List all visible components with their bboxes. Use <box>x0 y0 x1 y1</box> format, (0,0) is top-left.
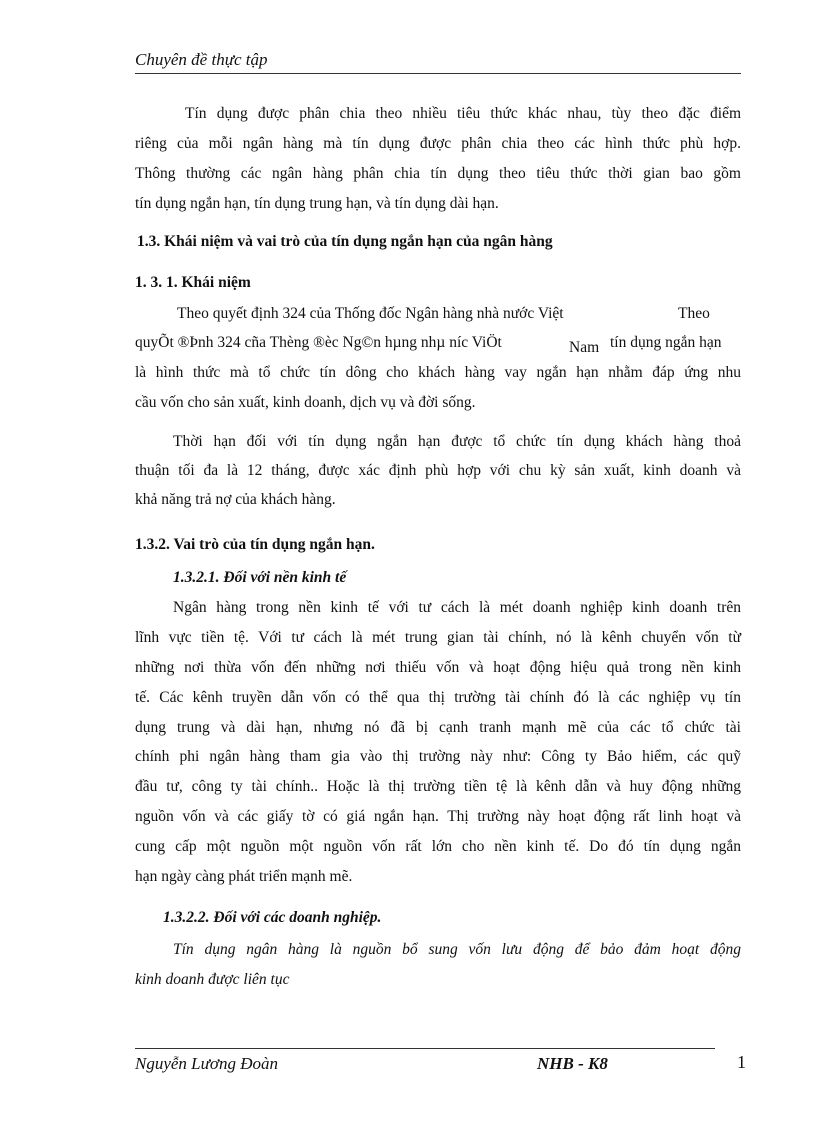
page-header <box>135 49 741 74</box>
heading-1-3: 1.3. Khái niệm và vai trò của tín dụng ngắn hạn của ngân hàng <box>137 233 553 250</box>
paragraph-line: Tín dụng được phân chia theo nhiều tiêu thức khác nhau, tùy theo đặc điểm <box>185 105 741 122</box>
footer-author: Nguyễn Lương Đoàn <box>135 1054 279 1073</box>
paragraph-line: khả năng trả nợ của khách hàng. <box>135 491 336 508</box>
heading-1-3-1: 1. 3. 1. Khái niệm <box>135 274 251 291</box>
heading-1-3-2: 1.3.2. Vai trò của tín dụng ngắn hạn. <box>135 536 375 553</box>
footer-code: NHB - K8 <box>537 1054 608 1073</box>
paragraph-line: nguồn vốn và các giấy tờ có giá ngắn hạn. Thị trường này hoạt động rất linh hoạt và <box>135 808 741 825</box>
paragraph-line: Ngân hàng trong nền kinh tế với tư cách là mét doanh nghiệp kinh doanh trên <box>173 599 741 616</box>
paragraph-line: chính phi ngân hàng tham gia vào thị trường này như: Công ty Bảo hiểm, các quỹ <box>135 748 741 765</box>
paragraph-line-garbled: quyÕt ®Þnh 324 cña Thèng ®èc Ng©n hµng nhµ níc ViÖt <box>135 334 502 351</box>
header-title: Chuyên đề thực tập <box>135 50 268 69</box>
paragraph-line: kinh doanh được liên tục <box>135 971 290 988</box>
paragraph-line: hạn ngày càng phát triển mạnh mẽ. <box>135 868 353 885</box>
paragraph-line: lĩnh vực tiền tệ. Với tư cách là mét trung gian tài chính, nó là kênh chuyển vốn từ <box>135 629 741 646</box>
paragraph-line: Thông thường các ngân hàng phân chia tín dụng theo tiêu thức thời gian bao gồm <box>135 165 741 182</box>
page-number: 1 <box>737 1052 746 1072</box>
paragraph-line: Tín dụng ngân hàng là nguồn bổ sung vốn lưu động để bảo đảm hoạt động <box>173 941 741 958</box>
paragraph-line-fragment: tín dụng ngắn hạn <box>610 334 722 351</box>
heading-1-3-2-1: 1.3.2.1. Đối với nền kinh tế <box>173 569 347 586</box>
heading-1-3-2-2: 1.3.2.2. Đối với các doanh nghiệp. <box>163 909 382 926</box>
paragraph-line: cầu vốn cho sản xuất, kinh doanh, dịch vụ và đời sống. <box>135 394 476 411</box>
paragraph-line: riêng của mỗi ngân hàng mà tín dụng được phân chia theo các hình thức phù hợp. <box>135 135 741 152</box>
paragraph-line: cung cấp một nguồn một nguồn vốn rất lớn cho nền kinh tế. Do đó tín dụng ngắn <box>135 838 741 855</box>
paragraph-line: là hình thức mà tổ chức tín dông cho khách hàng vay ngắn hạn nhằm đáp ứng nhu <box>135 364 741 381</box>
paragraph-line: tế. Các kênh truyền dẫn vốn có thể qua thị trường tài chính đó là các nghiệp vụ tín <box>135 689 741 706</box>
paragraph-line: dụng trung và dài hạn, nhưng nó đã bị cạnh tranh mạnh mẽ của các tổ chức tài <box>135 719 741 736</box>
paragraph-line: Theo quyết định 324 của Thống đốc Ngân hàng nhà nước Việt <box>177 305 564 322</box>
paragraph-line-fragment: Nam <box>569 339 600 356</box>
paragraph-line: tín dụng ngắn hạn, tín dụng trung hạn, và tín dụng dài hạn. <box>135 195 499 212</box>
paragraph-line: đầu tư, công ty tài chính.. Hoặc là thị trường tiền tệ là kênh dẫn và huy động những <box>135 778 741 795</box>
paragraph-line: những nơi thừa vốn đến những nơi thiếu vốn và hoạt động hiệu quả trong nền kinh <box>135 659 741 676</box>
paragraph-line: Thời hạn đối với tín dụng ngắn hạn được tổ chức tín dụng khách hàng thoả <box>173 433 741 450</box>
paragraph-line: thuận tối đa là 12 tháng, được xác định phù hợp với chu kỳ sản xuất, kinh doanh và <box>135 462 741 479</box>
paragraph-line-fragment: Theo <box>678 305 710 322</box>
footer-rule <box>135 1048 715 1049</box>
